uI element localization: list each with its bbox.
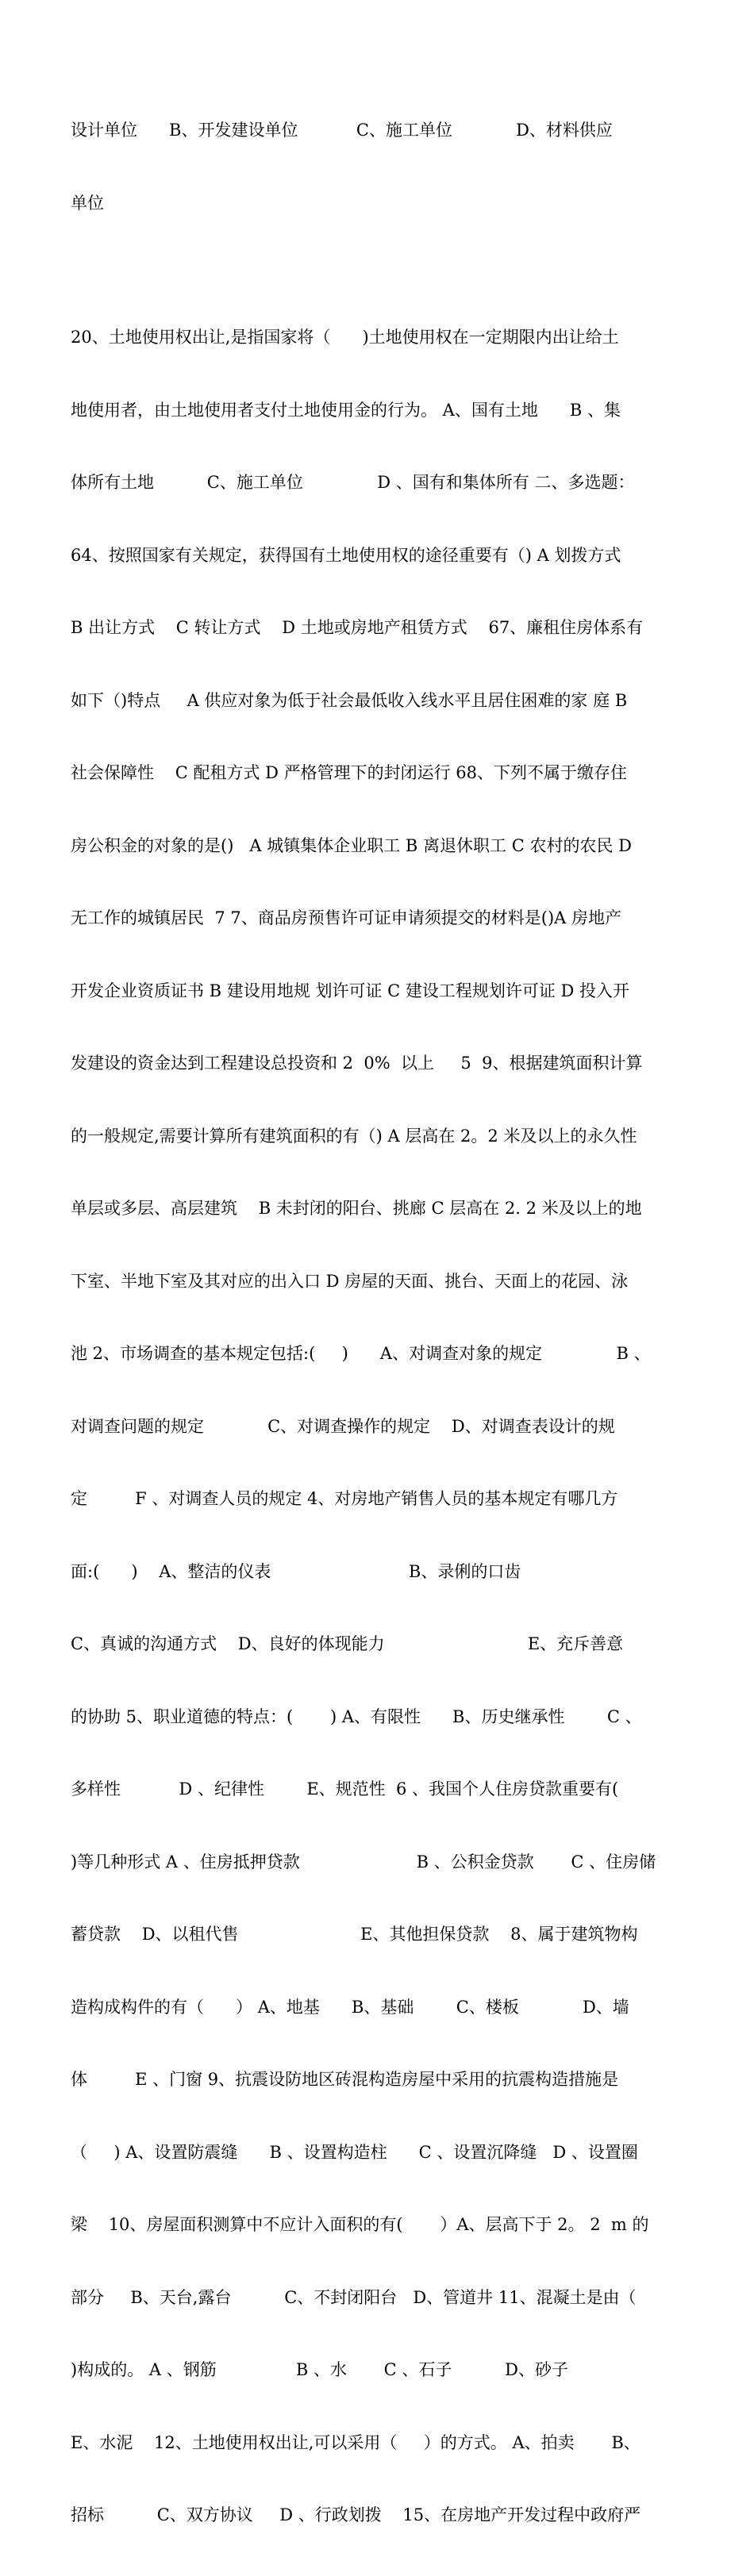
text-line: 开发企业资质证书 B 建设用地规 划许可证 C 建设工程规划许可证 D 投入开 [71, 981, 630, 1000]
text-line: 的一般规定,需要计算所有建筑面积的有（) A 层高在 2。2 米及以上的永久性 [71, 1126, 637, 1146]
text-line: 20、土地使用权出让,是指国家将（ )土地使用权在一定期限内出让给土 [71, 328, 619, 347]
text-line: 面:( ) A、整洁的仪表 B、录俐的口齿 [71, 1561, 521, 1581]
text-line: 蓄贷款 D、以租代售 E、其他担保贷款 8、属于建筑物构 [71, 1925, 638, 1944]
text-line: 下室、半地下室及其对应的出入口 D 房屋的天面、挑台、天面上的花园、泳 [71, 1271, 629, 1291]
text-line: 多样性 D 、纪律性 E、规范性 6 、我国个人住房贷款重要有( [71, 1779, 619, 1799]
text-line: )等几种形式 A 、住房抵押贷款 B 、公积金贷款 C 、住房储 [71, 1852, 656, 1872]
text-line: 体所有土地 C、施工单位 D 、国有和集体所有 二、多选题： [71, 473, 635, 492]
text-line: 单层或多层、高层建筑 B 未封闭的阳台、挑廊 C 层高在 2. 2 米及以上的地 [71, 1199, 642, 1218]
text-line: 发建设的资金达到工程建设总投资和 2 0% 以上 5 9、根据建筑面积计算 [71, 1054, 643, 1073]
text-line: B 出让方式 C 转让方式 D 土地或房地产租赁方式 67、廉租住房体系有 [71, 618, 644, 637]
text-line: 64、按照国家有关规定，获得国有土地使用权的途径重要有（) A 划拨方式 [71, 545, 621, 565]
text-line: 梁 10、房屋面积测算中不应计入面积的有( ）A、层高下于 2。 2 m 的 [71, 2215, 649, 2234]
text-line: 房公积金的对象的是() A 城镇集体企业职工 B 离退休职工 C 农村的农民 D [71, 835, 632, 855]
text-line: E、水泥 12、土地使用权出让,可以采用（ ）的方式。 A、拍卖 B、 [71, 2432, 641, 2452]
text-line: )构成的。 A 、钢筋 B 、水 C 、石子 D、砂子 [71, 2360, 569, 2379]
text-line: 定 F 、对调查人员的规定 4、对房地产销售人员的基本规定有哪几方 [71, 1489, 618, 1508]
text-line: 部分 B、天台,露台 C、不封闭阳台 D、管道井 11、混凝土是由（ [71, 2287, 637, 2307]
text-line: 地使用者，由土地使用者支付土地使用金的行为。 A、国有土地 B 、集 [71, 400, 621, 420]
text-line: （ ) A、设置防震缝 B 、设置构造柱 C 、设置沉降缝 D 、设置圈 [71, 2142, 638, 2162]
text-line: 设计单位 B、开发建设单位 C、施工单位 D、材料供应 [71, 121, 613, 140]
text-line: 的协助 5、职业道德的特点：( ) A、有限性 B、历史继承性 C 、 [71, 1706, 642, 1726]
text-line: 造构成构件的有（ ） A、地基 B、基础 C、楼板 D、墙 [71, 1997, 629, 2017]
text-line: 招标 C、双方协议 D 、行政划拨 15、在房地产开发过程中政府严 [71, 2505, 641, 2524]
text-line: 如下（)特点 A 供应对象为低于社会最低收入线水平且居住困难的家 庭 B [71, 690, 628, 710]
text-line: 社会保障性 C 配租方式 D 严格管理下的封闭运行 68、下列不属于缴存住 [71, 763, 628, 782]
intro-paragraph [71, 70, 686, 263]
text-line: 无工作的城镇居民 7 7、商品房预售许可证申请须提交的材料是()A 房地产 [71, 908, 621, 927]
text-line: 池 2、市场调查的基本规定包括:( ) A、对调查对象的规定 B 、 [71, 1344, 651, 1363]
text-line: 单位 [71, 193, 104, 213]
text-line: 对调查问题的规定 C、对调查操作的规定 D、对调查表设计的规 [71, 1416, 615, 1436]
text-line: C、真诚的沟通方式 D、良好的体现能力 E、充斥善意 [71, 1634, 624, 1653]
document-page [71, 70, 686, 2576]
text-line: 体 E 、门窗 9、抗震设防地区砖混构造房屋中采用的抗震构造措施是 [71, 2070, 619, 2089]
body-paragraph [71, 277, 686, 2576]
